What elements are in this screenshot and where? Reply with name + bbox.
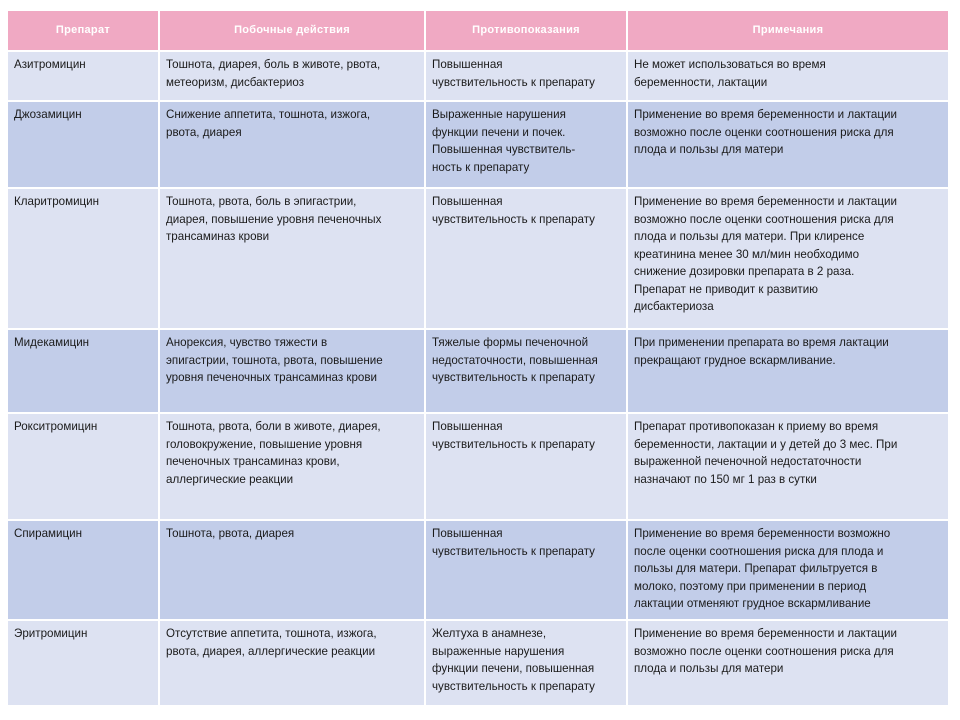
contraindications-text: Выраженные нарушения функции печени и почек. Повышенная чувствитель- ность к препарату	[432, 108, 576, 174]
table-row	[8, 414, 948, 521]
contraindications-text: Тяжелые формы печеночной недостаточности, повышенная чувствительность к препарату	[432, 336, 598, 384]
table-row	[8, 102, 948, 189]
cell-side-effects	[160, 102, 426, 189]
notes-text: Применение во время беременности и лактации возможно после оценки соотношения риска для плода и пользы для матери. При клиренсе креатинина менее 30 мл/мин необходимо снижение дозировки препарата в 2 раза. Препарат не приводит к развитию дисбактериоза	[634, 195, 897, 313]
side-effects-text: Тошнота, рвота, диарея	[166, 527, 295, 540]
contraindications-text: Повышенная чувствительность к препарату	[432, 58, 595, 89]
drug-name: Азитромицин	[14, 58, 86, 71]
cell-notes	[628, 330, 948, 414]
notes-text: Не может использоваться во время беремeнности, лактации	[634, 58, 826, 89]
drug-name: Джозамицин	[14, 108, 82, 121]
table-row	[8, 621, 948, 707]
contraindications-text: Желтуха в анамнезе, выраженные нарушения функции печени, повышенная чувствительность к препарату	[432, 627, 595, 693]
cell-notes	[628, 52, 948, 102]
cell-side-effects	[160, 414, 426, 521]
cell-drug	[8, 102, 160, 189]
cell-notes	[628, 189, 948, 330]
notes-text: Применение во время беременности и лактации возможно после оценки соотношения риска для плода и пользы для матери	[634, 108, 897, 156]
cell-contraindications	[426, 414, 628, 521]
notes-text: Применение во время беременности и лактации возможно после оценки соотношения риска для плода и пользы для матери	[634, 627, 897, 675]
cell-drug	[8, 521, 160, 621]
table-body	[8, 52, 948, 707]
header-row	[8, 11, 948, 52]
side-effects-text: Тошнота, рвота, боли в животе, диарея, головокружение, повышение уровня печеночных трансаминаз крови, аллергические реакции	[166, 420, 381, 486]
header-contraindications: Противопоказания	[426, 11, 628, 52]
table-row	[8, 52, 948, 102]
table-row	[8, 189, 948, 330]
header-drug: Препарат	[8, 11, 160, 52]
cell-side-effects	[160, 52, 426, 102]
table-row	[8, 521, 948, 621]
cell-notes	[628, 102, 948, 189]
cell-drug	[8, 414, 160, 521]
cell-drug	[8, 189, 160, 330]
drug-name: Эритромицин	[14, 627, 88, 640]
contraindications-text: Повышенная чувствительность к препарату	[432, 527, 595, 558]
notes-text: При применении препарата во время лактации прекращают грудное вскармливание.	[634, 336, 889, 367]
contraindications-text: Повышенная чувствительность к препарату	[432, 195, 595, 226]
side-effects-text: Анорексия, чувство тяжести в эпигастрии, тошнота, рвота, повышение уровня печеночных трансаминаз крови	[166, 336, 383, 384]
cell-contraindications	[426, 189, 628, 330]
cell-side-effects	[160, 189, 426, 330]
side-effects-text: Тошнота, рвота, боль в эпигастрии, диарея, повышение уровня печеночных трансаминаз крови	[166, 195, 382, 243]
cell-drug	[8, 330, 160, 414]
contraindications-text: Повышенная чувствительность к препарату	[432, 420, 595, 451]
cell-contraindications	[426, 521, 628, 621]
cell-contraindications	[426, 52, 628, 102]
side-effects-text: Тошнота, диарея, боль в животе, рвота, метеоризм, дисбактериоз	[166, 58, 381, 89]
drug-name: Мидекамицин	[14, 336, 90, 349]
drug-name: Рокситромицин	[14, 420, 98, 433]
macrolides-table	[8, 11, 948, 707]
table-header	[8, 11, 948, 52]
table-row	[8, 330, 948, 414]
cell-notes	[628, 521, 948, 621]
cell-drug	[8, 621, 160, 707]
cell-drug	[8, 52, 160, 102]
cell-side-effects	[160, 521, 426, 621]
header-side-effects: Побочные действия	[160, 11, 426, 52]
cell-notes	[628, 621, 948, 707]
cell-side-effects	[160, 330, 426, 414]
cell-contraindications	[426, 621, 628, 707]
drug-name: Спирамицин	[14, 527, 82, 540]
cell-notes	[628, 414, 948, 521]
side-effects-text: Отсутствие аппетита, тошнота, изжога, рвота, диарея, аллергические реакции	[166, 627, 377, 658]
cell-contraindications	[426, 330, 628, 414]
notes-text: Применение во время беременности возможно после оценки соотношения риска для плода и пользы для матери. Препарат фильтруется в молоко, поэтому при применении в период лактации отменяют грудное вскармливание	[634, 527, 891, 610]
side-effects-text: Снижение аппетита, тошнота, изжога, рвота, диарея	[166, 108, 371, 139]
cell-side-effects	[160, 621, 426, 707]
header-notes: Примечания	[628, 11, 948, 52]
notes-text: Препарат противопоказан к приему во время беременности, лактации и у детей до 3 мес. При выраженной печеночной недостаточности назначают по 150 мг 1 раз в сутки	[634, 420, 898, 486]
drug-name: Кларитромицин	[14, 195, 100, 208]
cell-contraindications	[426, 102, 628, 189]
